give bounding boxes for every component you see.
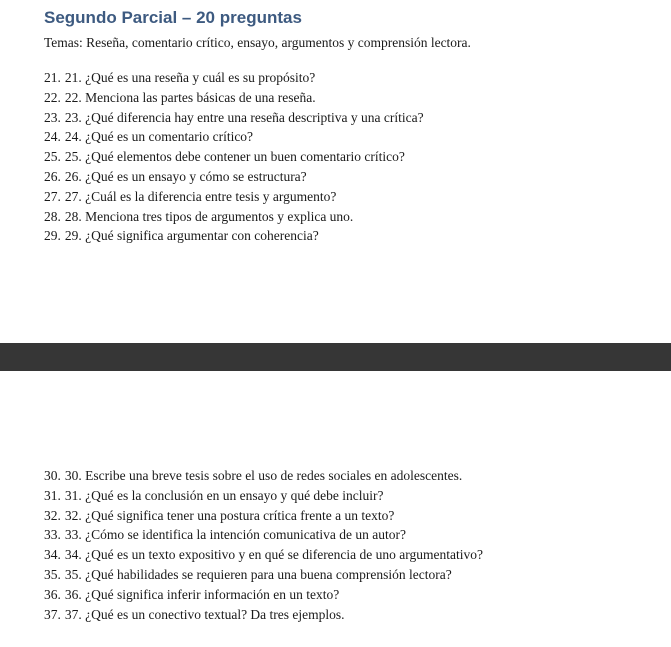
question-list-2 (44, 466, 483, 624)
question-item (44, 88, 424, 108)
question-item (44, 545, 483, 565)
question-number: 33. (44, 527, 61, 543)
question-number: 25. (44, 149, 61, 165)
question-number: 28. (44, 208, 61, 224)
question-text: 23. ¿Qué diferencia hay entre una reseña descriptiva y una crítica? (64, 109, 424, 125)
question-text: 29. ¿Qué significa argumentar con coherencia? (64, 228, 319, 244)
topics-line: Temas: Reseña, comentario crítico, ensayo, argumentos y comprensión lectora. (44, 35, 471, 50)
question-number: 26. (44, 168, 61, 184)
question-number: 21. (44, 70, 61, 85)
question-text: 22. Menciona las partes básicas de una reseña. (64, 89, 316, 105)
question-text: 26. ¿Qué es un ensayo y cómo se estructura? (64, 168, 307, 184)
question-item (44, 187, 424, 207)
document-page-bottom (0, 371, 671, 647)
question-item (44, 486, 483, 506)
question-item (44, 226, 424, 246)
page-break-gap (0, 343, 671, 371)
question-text: 28. Menciona tres tipos de argumentos y explica uno. (64, 208, 354, 224)
question-text: 24. ¿Qué es un comentario crítico? (64, 129, 254, 145)
question-text: 27. ¿Cuál es la diferencia entre tesis y argumento? (64, 188, 337, 204)
question-item (44, 147, 424, 167)
question-number: 37. (44, 606, 61, 622)
question-item (44, 466, 483, 486)
question-item (44, 605, 483, 625)
question-item (44, 108, 424, 128)
question-text: 21. ¿Qué es una reseña y cuál es su propósito? (64, 70, 316, 85)
question-list-1 (44, 68, 424, 246)
question-number: 30. (44, 468, 61, 483)
question-text: 37. ¿Qué es un conectivo textual? Da tres ejemplos. (64, 606, 345, 622)
question-number: 34. (44, 547, 61, 563)
question-item (44, 207, 424, 227)
question-text: 25. ¿Qué elementos debe contener un buen comentario crítico? (64, 149, 405, 165)
question-item (44, 167, 424, 187)
question-item (44, 565, 483, 585)
question-item (44, 525, 483, 545)
question-number: 29. (44, 228, 61, 244)
question-text: 36. ¿Qué significa inferir información en un texto? (64, 586, 340, 602)
question-number: 24. (44, 129, 61, 145)
question-item (44, 68, 424, 88)
question-item (44, 585, 483, 605)
question-text: 31. ¿Qué es la conclusión en un ensayo y qué debe incluir? (64, 487, 384, 503)
question-number: 35. (44, 566, 61, 582)
question-text: 32. ¿Qué significa tener una postura crítica frente a un texto? (64, 507, 395, 523)
question-number: 27. (44, 188, 61, 204)
question-number: 22. (44, 89, 61, 105)
question-item (44, 506, 483, 526)
question-text: 33. ¿Cómo se identifica la intención comunicativa de un autor? (64, 527, 407, 543)
question-number: 23. (44, 109, 61, 125)
question-text: 34. ¿Qué es un texto expositivo y en qué se diferencia de uno argumentativo? (64, 547, 483, 563)
question-text: 35. ¿Qué habilidades se requieren para una buena comprensión lectora? (64, 566, 452, 582)
question-number: 32. (44, 507, 61, 523)
question-number: 31. (44, 487, 61, 503)
question-text: 30. Escribe una breve tesis sobre el uso de redes sociales en adolescentes. (64, 468, 463, 483)
page-title: Segundo Parcial – 20 preguntas (44, 8, 302, 27)
question-number: 36. (44, 586, 61, 602)
question-item (44, 127, 424, 147)
